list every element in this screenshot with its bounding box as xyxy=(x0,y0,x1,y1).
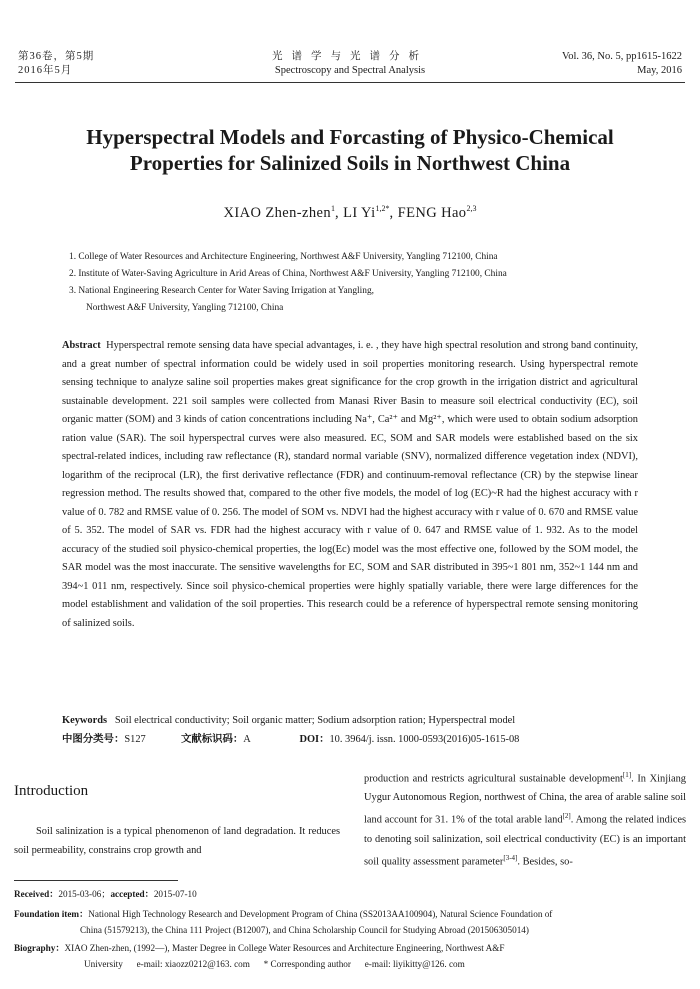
volume-line-cn: 第36卷，第5期 xyxy=(18,51,95,62)
keywords-text: Soil electrical conductivity; Soil organic matter; Sodium adsorption ration; Hyperspectral model xyxy=(114,715,516,726)
biography-text: XIAO Zhen-zhen, (1992—), Master Degree in College Water Resources and Architecture Engineering, Northwest A&F xyxy=(64,943,505,953)
cls-value: S127 xyxy=(124,734,146,745)
section-heading: Introduction xyxy=(14,783,89,799)
right-column-text xyxy=(364,766,686,871)
journal-name-en: Spectroscopy and Spectral Analysis xyxy=(274,65,426,76)
foundation-text-cont: China (51579213), the China 111 Project (B12007), and China Scholarship Council for Studying Abroad (201506305014) xyxy=(80,925,529,935)
paper-title xyxy=(40,124,660,176)
author-affil-mark: 2,3 xyxy=(466,204,477,213)
foundation-note xyxy=(14,906,686,938)
doi-label: DOI： xyxy=(299,734,330,745)
received-line xyxy=(14,886,686,902)
text-run: production and restricts agricultural sustainable development xyxy=(364,773,623,785)
date-line-cn: 2016年5月 xyxy=(18,65,73,76)
author-list: XIAO Zhen-zhen$^1$, LI $Yi^{1,2*}$, FENG Hao$^{2,3}$ xyxy=(223,204,477,221)
title-line-2: Properties for Salinized Soils in Northwest China xyxy=(129,151,571,175)
citation-ref: [3-4] xyxy=(503,853,518,862)
header-divider xyxy=(15,82,685,83)
citation-ref: [2] xyxy=(562,812,571,821)
text-run: . Among the related indices to denoting soil salinization, soil electrical conductivity (EC) is an important soil quality assessment parameter xyxy=(364,814,686,868)
issue-date: May, 2016 xyxy=(637,65,682,76)
affiliation-item: Northwest A&F University, Yangling 712100, China xyxy=(86,303,284,313)
biography-text-cont: University e-mail: xiaozz0212@163. com * Corresponding author e-mail: liyikitty@126. com xyxy=(84,959,465,969)
abstract xyxy=(62,337,638,633)
author-affil-mark: 1 xyxy=(331,204,335,213)
biography-label: Biography： xyxy=(14,943,65,953)
classification-line xyxy=(62,731,660,748)
foundation-text: National High Technology Research and Development Program of China (SS2013AA100904), Natural Science Foundation of xyxy=(88,909,553,919)
received-label: Received： xyxy=(14,889,59,899)
doi-value: 10. 3964/j. issn. 1000-0593(2016)05-1615-08 xyxy=(329,734,520,745)
doc-code-value: A xyxy=(243,734,251,745)
footnote-divider xyxy=(14,880,178,881)
accepted-date: 2015-07-10 xyxy=(153,889,197,899)
keywords xyxy=(62,712,660,729)
author-name: FENG Hao xyxy=(397,204,467,221)
affiliation-item: 2. Institute of Water-Saving Agriculture in Arid Areas of China, Northwest A&F University, Yangling 712100, China xyxy=(69,269,507,279)
intro-paragraph: Soil salinization is a typical phenomenon of land degradation. It reduces soil permeability, constrains crop growth and xyxy=(14,826,340,856)
text-run: . Besides, so- xyxy=(517,856,573,868)
biography-note xyxy=(14,940,686,972)
keywords-label: Keywords xyxy=(62,715,108,726)
cls-label: 中图分类号： xyxy=(62,734,125,745)
author-name: LI Yi xyxy=(343,204,376,221)
text-run: . In Xinjiang Uygur Autonomous Region, northwest of China, the area of arable saline soil land account for 31. 1% of the total arable land xyxy=(364,773,686,826)
citation-ref: [1] xyxy=(622,771,632,779)
volume-pages: Vol. 36, No. 5, pp1615-1622 xyxy=(562,51,682,62)
abstract-text: Hyperspectral remote sensing data have special advantages, i. e. , they have high spectral resolution and strong band continuity, and a great number of spectral information could be widely used in soil properties monitoring research. Using hyperspectral remote sensing technique to analyze saline soil properties makes great significance for the crop growth in the irrigation district and agricultural sustainable development. 221 soil samples were collected from Manasi River Basin to measure soil electrical conductivity (EC), soil organic matter (SOM) and 3 kinds of cation concentrations including Na⁺, Ca²⁺ and Mg²⁺, which were used to obtain sodium adsorption ration value (SAR). The soil hyperspectral curves were also measured. EC, SOM and SAR models were established based on the six spectral-related indices, including raw reflectance (R), standard normal variable (SNV), normalized difference vegetation index (NDVI), logarithm of the reciprocal (LR), the first derivative reflectance (FDR) and continuum-removal reflectance (CR) by the stepwise linear regression method. The results showed that, compared to the other five models, the model of log (EC)~R had the highest accuracy with r value of 0. 782 and RMSE value of 0. 256. The model of SOM vs. NDVI had the highest accuracy with r value of 0. 670 and RMSE value of 5. 352. The model of SAR vs. FDR had the highest accuracy with r value of 0. 647 and RMSE value of 1. 932. As to the model accuracy of the studied soil physico-chemical properties, the log(Ec) model was the most effective one, followed by the SOM model, the SAR model was the most inaccurate. The sensitive wavelengths for EC, SOM and SAR distributed in 395~1 801 nm, 352~1 144 nm and 394~1 011 nm, respectively. Since soil physico-chemical properties were highly spatially variable, there were large differences for the model establishment and validation of the soil properties. This research could be a reference of hyperspectral remote sensing monitoring of salinized soils. xyxy=(62,340,638,629)
title-line-1: Hyperspectral Models and Forcasting of Physico-Chemical xyxy=(86,125,614,149)
journal-name-cn: 光谱学与光谱分析 xyxy=(272,51,428,62)
foundation-label: Foundation item： xyxy=(14,909,89,919)
received-date: 2015-03-06； xyxy=(58,889,111,899)
accepted-label: accepted： xyxy=(110,889,154,899)
affiliation-item: 3. National Engineering Research Center for Water Saving Irrigation at Yangling, xyxy=(69,286,374,296)
abstract-label: Abstract xyxy=(62,340,101,351)
author-name: XIAO Zhen-zhen xyxy=(223,204,331,221)
author-affil-mark: 1,2* xyxy=(375,204,390,213)
affiliation-item: 1. College of Water Resources and Architecture Engineering, Northwest A&F University, Yangling 712100, China xyxy=(69,252,498,262)
journal-citation xyxy=(562,50,682,78)
affiliation-list xyxy=(69,249,680,317)
doc-code-label: 文献标识码： xyxy=(180,734,244,745)
